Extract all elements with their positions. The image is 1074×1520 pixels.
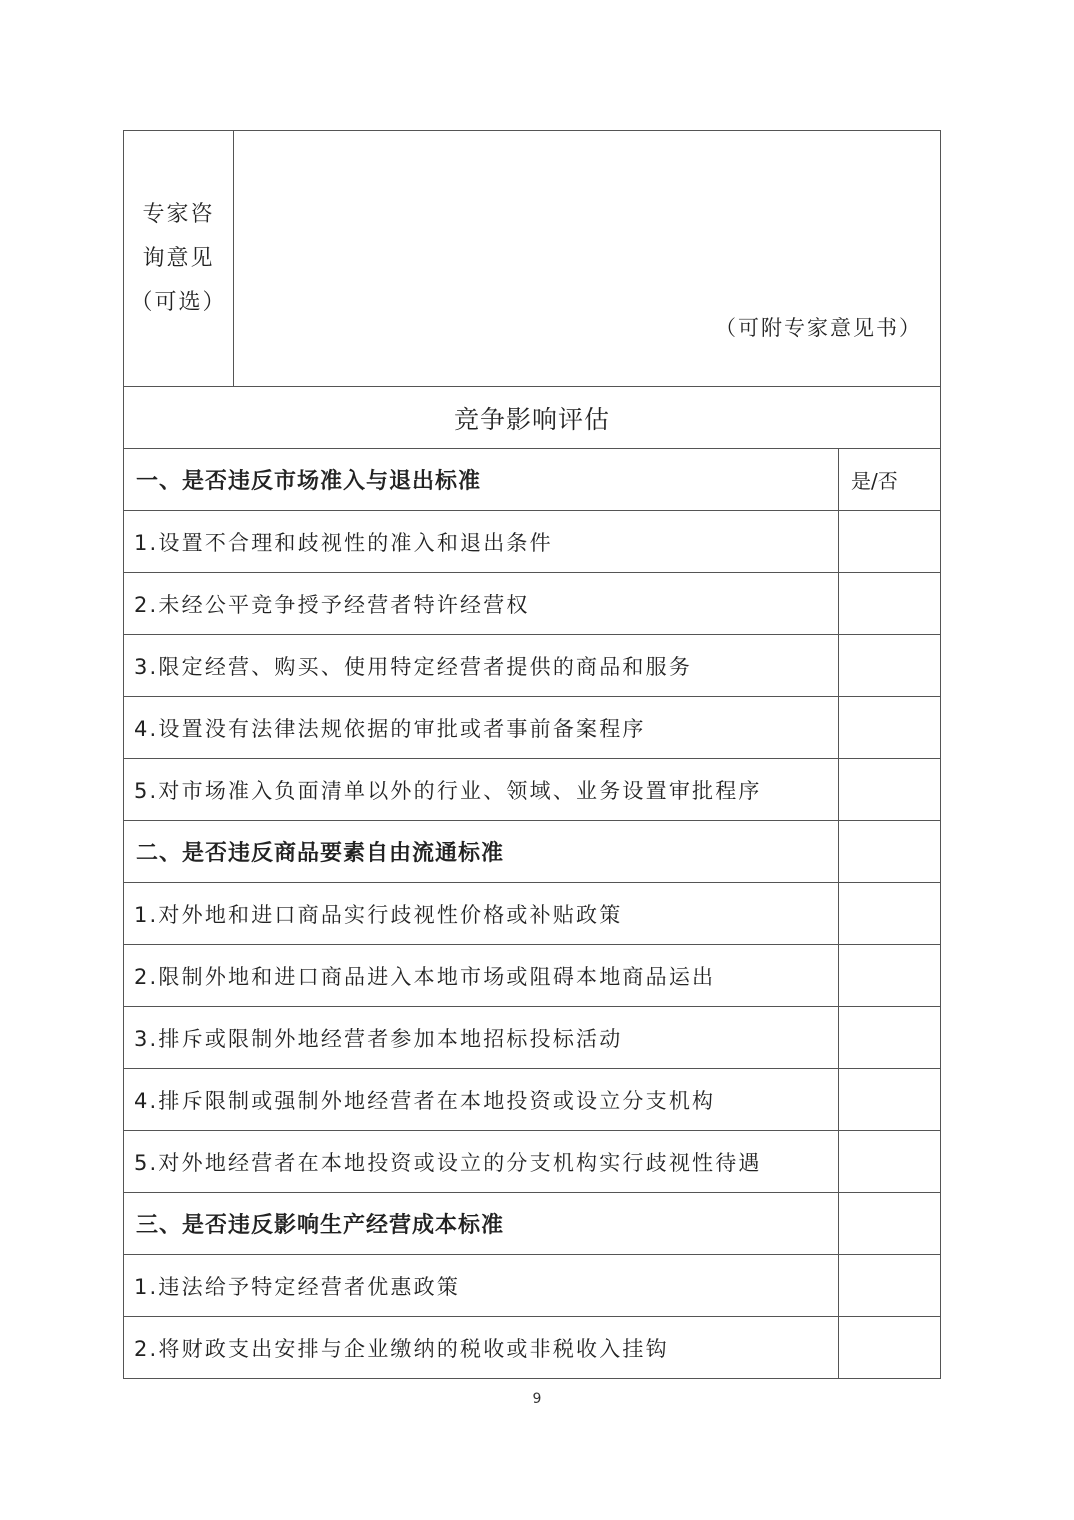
answer-cell	[839, 573, 941, 635]
item-row	[124, 1131, 941, 1193]
item-row	[124, 1007, 941, 1069]
answer-cell	[839, 759, 941, 821]
item-text: 2.将财政支出安排与企业缴纳的税收或非税收入挂钩	[124, 1317, 839, 1379]
item-row	[124, 1317, 941, 1379]
answer-cell	[839, 1255, 941, 1317]
section-row	[124, 1193, 941, 1255]
answer-cell	[839, 883, 941, 945]
expert-label-line-3: （可选）	[130, 289, 227, 315]
page-number: 9	[532, 1391, 542, 1407]
item-text: 3.限定经营、购买、使用特定经营者提供的商品和服务	[124, 635, 839, 697]
expert-label-line-2: 询意见	[142, 245, 215, 271]
item-text: 4.排斥限制或强制外地经营者在本地投资或设立分支机构	[124, 1069, 839, 1131]
item-row	[124, 573, 941, 635]
item-text: 5.对外地经营者在本地投资或设立的分支机构实行歧视性待遇	[124, 1131, 839, 1193]
item-row	[124, 635, 941, 697]
answer-cell	[839, 635, 941, 697]
expert-label-line-1: 专家咨	[142, 201, 215, 227]
item-text: 5.对市场准入负面清单以外的行业、领域、业务设置审批程序	[124, 759, 839, 821]
item-text: 1.设置不合理和歧视性的准入和退出条件	[124, 511, 839, 573]
section-title: 三、是否违反影响生产经营成本标准	[124, 1193, 839, 1255]
item-row	[124, 1255, 941, 1317]
answer-header: 是/否	[839, 449, 941, 511]
item-row	[124, 945, 941, 1007]
section-row	[124, 821, 941, 883]
item-row	[124, 511, 941, 573]
item-row	[124, 883, 941, 945]
assessment-title-row	[124, 387, 941, 449]
item-row	[124, 759, 941, 821]
answer-cell	[839, 1069, 941, 1131]
item-text: 4.设置没有法律法规依据的审批或者事前备案程序	[124, 697, 839, 759]
expert-opinion-note: （可附专家意见书）	[715, 316, 922, 340]
item-text: 3.排斥或限制外地经营者参加本地招标投标活动	[124, 1007, 839, 1069]
answer-cell	[839, 821, 941, 883]
item-row	[124, 1069, 941, 1131]
item-row	[124, 697, 941, 759]
expert-opinion-label	[124, 131, 234, 387]
item-text: 1.对外地和进口商品实行歧视性价格或补贴政策	[124, 883, 839, 945]
section-title: 二、是否违反商品要素自由流通标准	[124, 821, 839, 883]
answer-cell	[839, 945, 941, 1007]
answer-cell	[839, 511, 941, 573]
item-text: 1.违法给予特定经营者优惠政策	[124, 1255, 839, 1317]
expert-opinion-content	[234, 131, 941, 387]
answer-cell	[839, 1131, 941, 1193]
item-text: 2.限制外地和进口商品进入本地市场或阻碍本地商品运出	[124, 945, 839, 1007]
assessment-title: 竞争影响评估	[124, 387, 941, 449]
expert-opinion-row	[124, 131, 941, 387]
answer-cell	[839, 697, 941, 759]
item-text: 2.未经公平竞争授予经营者特许经营权	[124, 573, 839, 635]
section-row	[124, 449, 941, 511]
answer-cell	[839, 1317, 941, 1379]
answer-cell	[839, 1007, 941, 1069]
review-form-table	[123, 130, 941, 1379]
section-title: 一、是否违反市场准入与退出标准	[124, 449, 839, 511]
answer-cell	[839, 1193, 941, 1255]
